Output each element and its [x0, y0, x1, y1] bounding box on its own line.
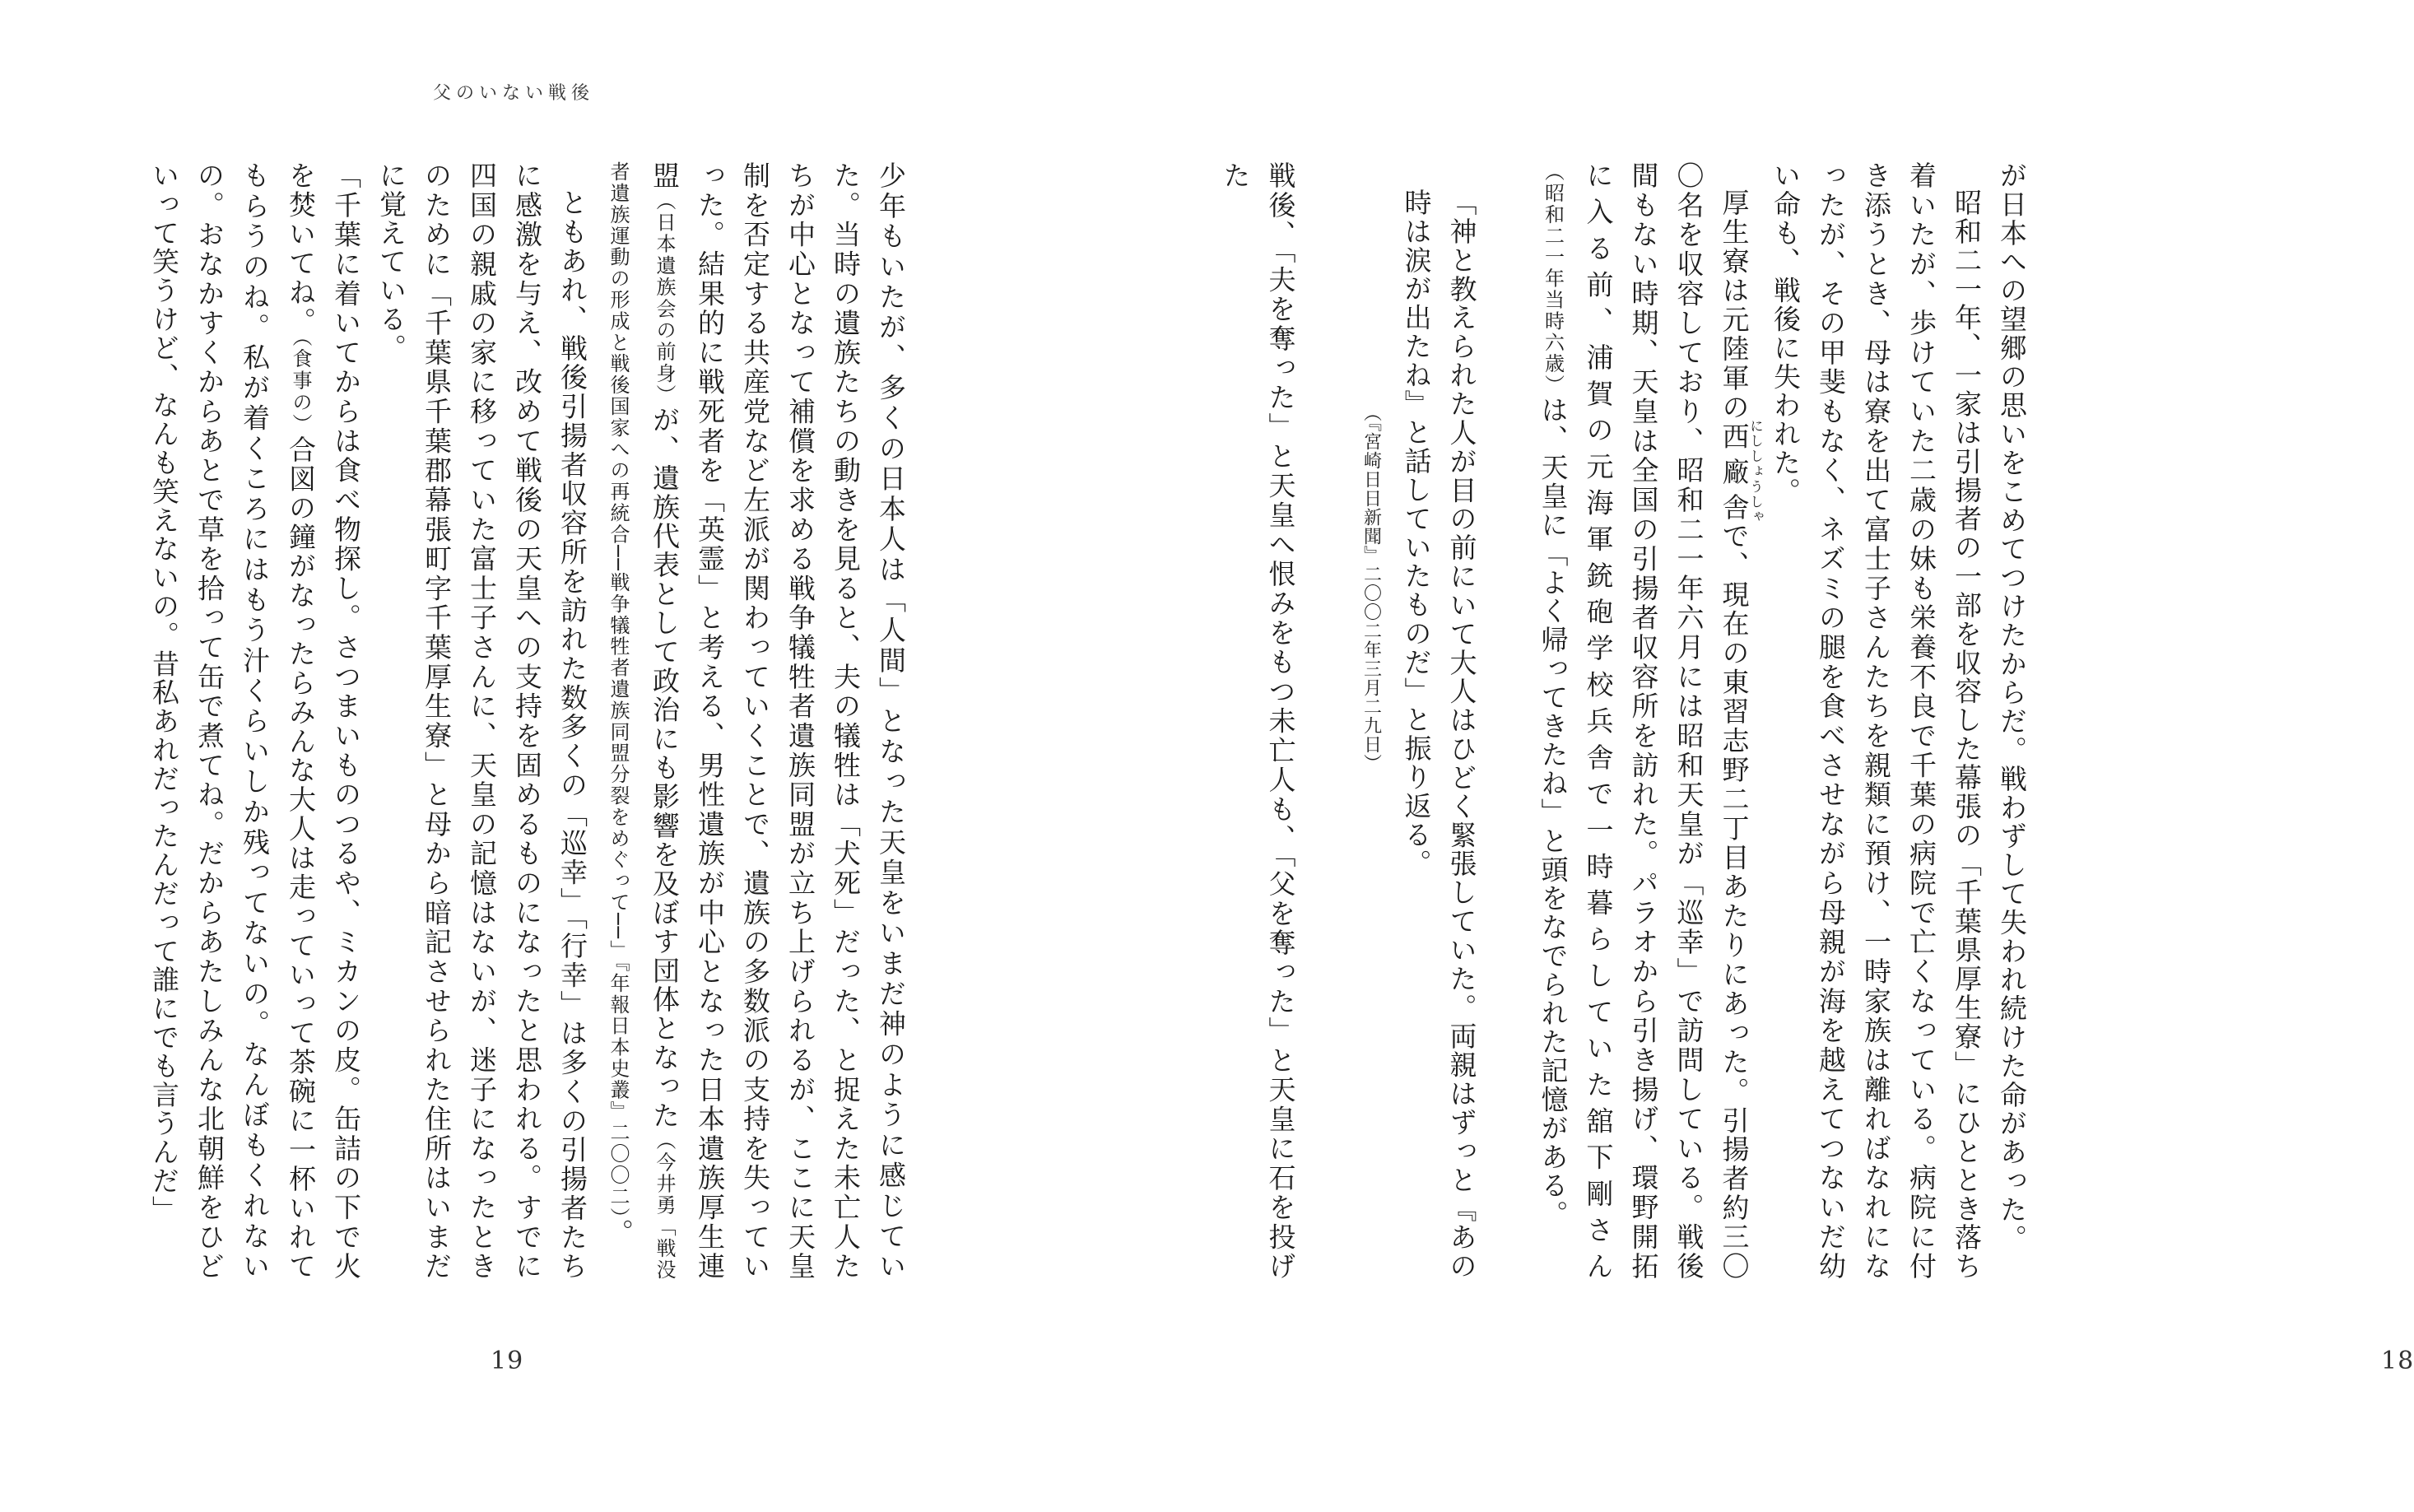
blank-line-2 — [1304, 161, 1349, 1281]
right-paragraph-4 — [1213, 161, 1304, 1281]
left-paragraph-1 — [595, 161, 914, 1281]
right-p3-paren: （昭和二一年当時六歳） — [1541, 161, 1565, 396]
source-text: （『宮崎日日新聞』二〇〇二年三月二九日） — [1360, 402, 1382, 773]
right-p3-text-b: で、現在の東習志野二丁目あたりにあった。引揚者約三〇〇名を収容しており、昭和二一年六月には昭和天皇が「巡幸」で訪問している。戦後間もない時期、天皇は全国の引揚者収容所を訪れた。パラオから引き揚げ、環野開拓に入る前、浦賀の元海軍銃砲学校兵舎で一時暮らしていた舘下剛さん — [1582, 161, 1751, 1282]
running-head: 父のいない戦後 — [433, 83, 595, 104]
left-p3-text-a: 「千葉に着いてからは食べ物探し。さつまいものつるや、ミカンの皮。缶詰の下で火を焚いてね。 — [285, 161, 362, 1281]
right-page — [1029, 0, 2414, 1512]
left-p1-text-b: が、遺族代表として政治にも影響を及ぼす団体となった — [649, 406, 681, 1130]
left-p1-paren1: （日本遺族会の前身） — [653, 190, 676, 407]
left-paragraph-3-quote — [142, 161, 369, 1281]
page-number-right: 18 — [2381, 1347, 2414, 1375]
right-paragraph-3 — [1530, 161, 1764, 1281]
right-p1-text: が日本への望郷の思いをこめてつけたからだ。戦わずして失われ続けた命があった。 — [1996, 161, 2028, 1254]
left-p3-paren: （食事の） — [289, 336, 312, 435]
right-paragraph-2 — [1763, 161, 1989, 1281]
right-paragraph-1 — [1989, 161, 2035, 1281]
quote-paragraph — [1394, 161, 1485, 1281]
right-p3-text-c: は、天皇に「よく帰ってきたね」と頭をなでられた記憶がある。 — [1537, 395, 1570, 1230]
left-p3-text-b: 合図の鐘がなったらみんな大人は走っていって茶碗に一杯いれてもらうのね。私が着くころにはもう汁くらいしか残ってないの。なんぼもくれないの。おなかすくからあとで草を拾って缶で煮てね。だからあたしみんな北朝鮮をひどいって笑うけど、なんも笑えないの。昔私あれだったんだって誰にでも言うんだ」 — [148, 161, 317, 1282]
left-paragraph-2 — [369, 161, 595, 1281]
left-page — [0, 0, 1029, 1512]
furigana: にししょうしゃ — [1747, 418, 1764, 525]
quote-text: 「神と教えられた人が目の前にいて大人はひどく緊張していた。両親はずっと『あの時は涙が出たね』と話していたものだ」と振り返る。 — [1400, 188, 1478, 1281]
left-page-body — [91, 161, 914, 1281]
left-p1-text-c: 。 — [602, 1218, 635, 1248]
right-page-body — [1219, 161, 2035, 1282]
left-p1-text: 少年もいたが、多くの日本人は「人間」となった天皇をいまだ神のように感じていた。当時の遺族たちの動きを見ると、夫の犠牲は「犬死」だった、と捉えた未亡人たちが中心となって補償を求める戦争犠牲者遺族同盟が立ち上げられるが、ここに天皇制を否定する共産党など左派が関わっていくことで、遺族の多数派の支持を失っていった。結果的に戦死者を「英霊」と考える、男性遺族が中心となった日本遺族厚生連盟 — [649, 161, 907, 1281]
blank-line — [1485, 161, 1530, 1281]
furigana-ruby: 西廠舎にししょうしゃ — [1718, 418, 1764, 525]
right-p3-text-a: 厚生寮は元陸軍の — [1718, 188, 1751, 422]
left-p2-text: ともあれ、戦後引揚者収容所を訪れた数多くの「巡幸」「行幸」は多くの引揚者たちに感激を与え、改めて戦後の天皇への支持を固めるものになったと思われる。すでに四国の親戚の家に移っていた富士子さんに、天皇の記憶はないが、迷子になったときのために「千葉県千葉郡幕張町字千葉厚生寮」と母から暗記させられた住所はいまだに覚えている。 — [375, 161, 588, 1281]
left-p1-paren2: （今井勇「戦没者遺族運動の形成と戦後国家への再統合──戦争犠牲者遺族同盟分裂をめぐって──」『年報日本史叢』二〇〇二） — [607, 161, 676, 1282]
right-p2-text: 昭和二一年、一家は引揚者の一部を収容した幕張の「千葉県厚生寮」にひととき落ち着いたが、歩けていた二歳の妹も栄養不良で千葉の病院で亡くなっている。病院に付き添うとき、母は寮を出て富士子さんたちを親類に預け、一時家族は離ればなれになったが、その甲斐もなく、ネズミの腿を食べさせながら母親が海を越えてつないだ幼い命も、戦後に失われた。 — [1770, 161, 1983, 1281]
source-citation — [1349, 161, 1394, 1281]
right-p4-text: 戦後、「夫を奪った」と天皇へ恨みをもつ未亡人も、「父を奪った」と天皇に石を投げた — [1219, 161, 1297, 1281]
page-number-left: 19 — [491, 1347, 524, 1375]
